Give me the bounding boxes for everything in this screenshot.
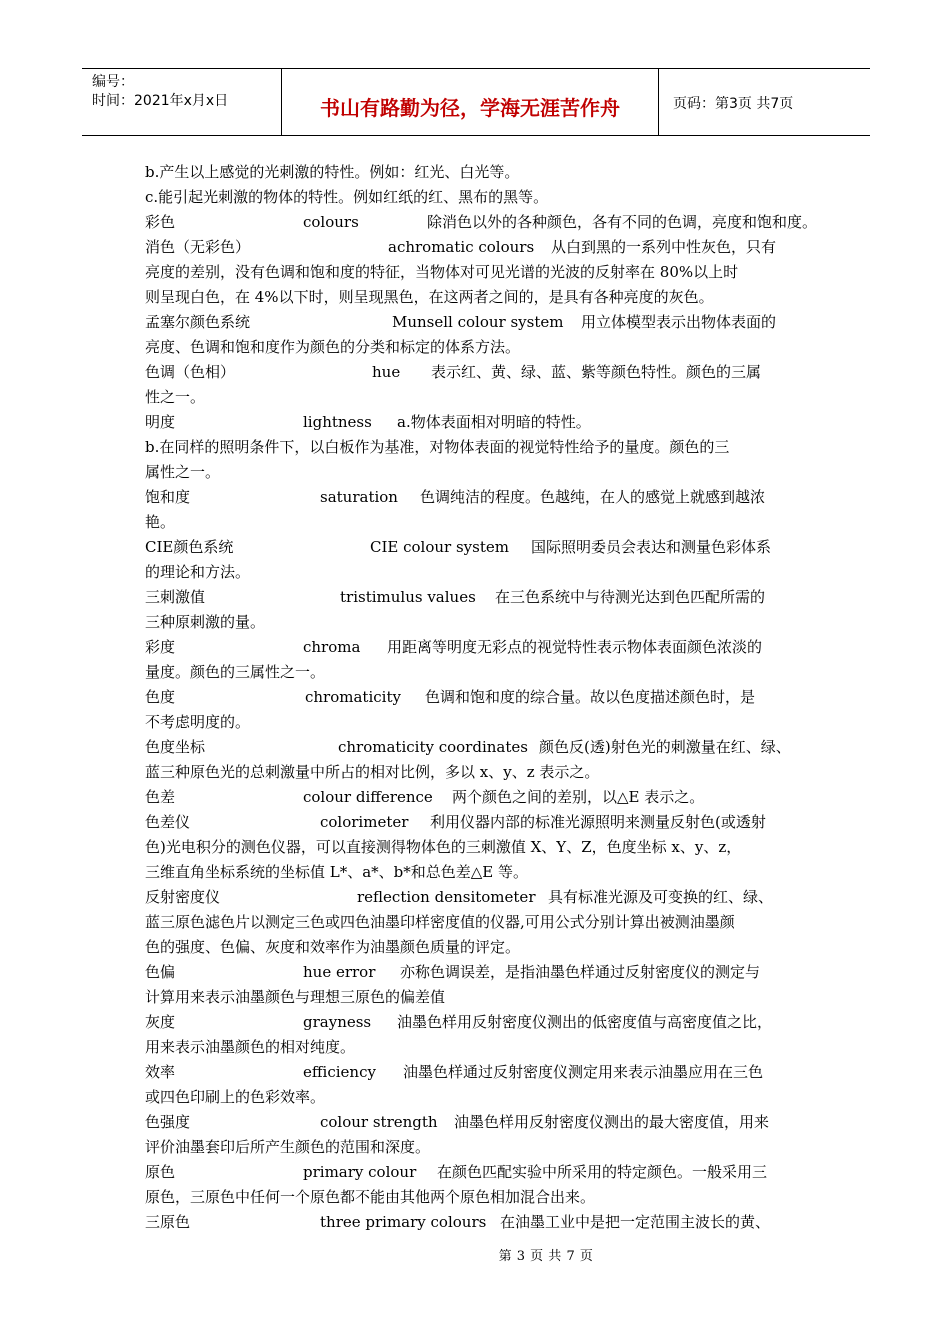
glossary-term: 三原色 [145,1213,191,1231]
glossary-definition-continuation: 或四色印刷上的色彩效率。 [145,1088,326,1106]
glossary-entry [145,410,813,485]
glossary-entry [145,1060,813,1110]
glossary-definition: 除消色以外的各种颜色，各有不同的色调，亮度和饱和度。 [427,213,818,231]
glossary-entry-first-line [145,885,813,910]
glossary-definition-continuation: 不考虑明度的。 [145,713,251,731]
glossary-definition: 色调纯洁的程度。色越纯，在人的感觉上就感到越浓 [420,488,766,506]
glossary-definition-continuation: 用来表示油墨颜色的相对纯度。 [145,1038,356,1056]
glossary-definition: 从白到黑的一系列中性灰色，只有 [551,238,777,256]
glossary-english-term: three primary colours [320,1213,487,1231]
intro-line: c.能引起光刺激的物体的特性。例如红纸的红、黑布的黑等。 [145,188,549,206]
page-footer: 第 3 页 共 7 页 [498,1249,594,1264]
glossary-entry-first-line [145,535,813,560]
glossary-term: 反射密度仪 [145,888,221,906]
glossary-entry [145,1010,813,1060]
glossary-entry-first-line [145,1110,813,1135]
glossary-term: 彩度 [145,638,176,656]
glossary-definition-continuation: 计算用来表示油墨颜色与理想三原色的偏差值 [145,988,446,1006]
glossary-term: 色强度 [145,1113,191,1131]
header-page-info: 页码：第3页 共7页 [673,96,794,112]
glossary-english-term: hue error [303,963,376,981]
glossary-definition-continuation: 评价油墨套印后所产生颜色的范围和深度。 [145,1138,431,1156]
glossary-entry [145,960,813,1010]
glossary-entry [145,885,813,960]
glossary-english-term: chroma [303,638,361,656]
document-body [145,160,818,1235]
header-page-cell [659,69,870,135]
header-motto: 书山有路勤为径，学海无涯苦作舟 [320,95,620,120]
glossary-term: 色度坐标 [145,738,206,756]
glossary-entry-first-line [145,360,813,385]
glossary-term: 色差仪 [145,813,191,831]
glossary-entry [145,360,813,410]
glossary-term: 原色 [145,1163,176,1181]
glossary-definition-continuation: 艳。 [145,513,176,531]
glossary-term: 色调（色相） [145,363,236,381]
glossary-term: 色度 [145,688,176,706]
glossary-english-term: saturation [320,488,398,506]
glossary-english-term: achromatic colours [388,238,535,256]
glossary-entry-first-line [145,310,813,335]
glossary-english-term: colour strength [320,1113,438,1131]
glossary-definition: 油墨色样通过反射密度仪测定用来表示油墨应用在三色 [403,1063,764,1081]
glossary-definition: 表示红、黄、绿、蓝、紫等颜色特性。颜色的三属 [431,363,762,381]
glossary-term: 孟塞尔颜色系统 [145,313,251,331]
glossary-entry-first-line [145,485,813,510]
glossary-definition: 在油墨工业中是把一定范围主波长的黄、 [500,1213,771,1231]
glossary-english-term: chromaticity [305,688,401,706]
glossary-entry-first-line [145,210,818,235]
glossary-definition-continuation: 则呈现白色，在 4%以下时，则呈现黑色，在这两者之间的，是具有各种亮度的灰色。 [145,288,714,306]
glossary-entry-first-line [145,235,813,260]
glossary-definition: 具有标准光源及可变换的红、绿、 [548,888,774,906]
glossary-definition: 国际照明委员会表达和测量色彩体系 [531,538,772,556]
glossary-definition: a.物体表面相对明暗的特性。 [397,413,591,431]
glossary-definition-continuation: 亮度的差别，没有色调和饱和度的特征，当物体对可见光谱的光波的反射率在 80%以上时 [145,263,739,281]
document-time-label: 时间：2021年x月x日 [92,93,229,109]
glossary-definition: 在颜色匹配实验中所采用的特定颜色。一般采用三 [437,1163,768,1181]
glossary-english-term: colorimeter [320,813,409,831]
glossary-definition-continuation: 蓝三种原色光的总刺激量中所占的相对比例，多以 x、y、z 表示之。 [145,763,600,781]
glossary-entry-first-line [145,410,813,435]
glossary-entry [145,1110,813,1160]
glossary-entry [145,210,818,235]
glossary-entry-first-line [145,960,813,985]
glossary-definition: 油墨色样用反射密度仪测出的低密度值与高密度值之比， [397,1013,773,1031]
glossary-english-term: Munsell colour system [392,313,564,331]
glossary-entry-first-line [145,585,813,610]
header-table [82,68,870,136]
glossary-english-term: reflection densitometer [357,888,536,906]
header-motto-cell [282,69,659,135]
glossary-entry-first-line [145,1160,813,1185]
glossary-term: 色差 [145,788,176,806]
glossary-entry [145,235,813,310]
glossary-definition-continuation: 色的强度、色偏、灰度和效率作为油墨颜色质量的评定。 [145,938,521,956]
glossary-definition: 亦称色调误差，是指油墨色样通过反射密度仪的测定与 [400,963,761,981]
glossary-definition-continuation: 色)光电积分的测色仪器，可以直接测得物体色的三刺激值 X、Y、Z，色度坐标 x、y、z， [145,838,742,856]
glossary-definition: 两个颜色之间的差别，以△E 表示之。 [452,788,705,806]
glossary-definition-continuation: 量度。颜色的三属性之一。 [145,663,326,681]
glossary-definition: 颜色反(透)射色光的刺激量在红、绿、 [539,738,791,756]
glossary-english-term: lightness [303,413,372,431]
glossary-definition-continuation: 性之一。 [145,388,206,406]
glossary-definition-continuation: 蓝三原色滤色片以测定三色或四色油墨印样密度值的仪器,可用公式分别计算出被测油墨颜 [145,913,735,931]
glossary-entry [145,810,813,885]
glossary-term: 灰度 [145,1013,176,1031]
glossary-english-term: colour difference [303,788,433,806]
glossary-english-term: efficiency [303,1063,376,1081]
glossary-entry [145,635,813,685]
glossary-entry-first-line [145,1060,813,1085]
glossary-entry [145,1160,813,1210]
glossary-entry [145,535,813,585]
glossary-entry [145,1210,813,1235]
glossary-english-term: tristimulus values [340,588,476,606]
glossary-definition: 色调和饱和度的综合量。故以色度描述颜色时，是 [425,688,756,706]
glossary-definition-continuation: 原色，三原色中任何一个原色都不能由其他两个原色相加混合出来。 [145,1188,596,1206]
glossary-term: 色偏 [145,963,176,981]
glossary-definition-continuation: 属性之一。 [145,463,221,481]
glossary-definition-continuation: 三种原刺激的量。 [145,613,266,631]
glossary-entry-first-line [145,1010,813,1035]
glossary-definition: 用距离等明度无彩点的视觉特性表示物体表面颜色浓淡的 [387,638,763,656]
glossary-definition: 用立体模型表示出物体表面的 [581,313,777,331]
glossary-term: 效率 [145,1063,176,1081]
glossary-english-term: CIE colour system [370,538,509,556]
glossary-term: CIE颜色系统 [145,538,234,556]
glossary-english-term: primary colour [303,1163,417,1181]
glossary-term: 彩色 [145,213,176,231]
glossary-entry-first-line [145,785,813,810]
glossary-entry [145,485,813,535]
glossary-entry [145,585,813,635]
glossary-entry [145,685,813,735]
glossary-entry-first-line [145,735,813,760]
glossary-definition: 油墨色样用反射密度仪测出的最大密度值，用来 [454,1113,770,1131]
glossary-term: 消色（无彩色） [145,238,251,256]
document-number-label: 编号： [92,74,134,90]
glossary-term: 三刺激值 [145,588,206,606]
header-meta-cell [82,69,282,135]
glossary-english-term: grayness [303,1013,372,1031]
glossary-entry [145,735,813,785]
glossary-entry-first-line [145,810,813,835]
glossary-definition-continuation: 三维直角坐标系统的坐标值 L*、a*、b*和总色差△E 等。 [145,863,529,881]
glossary-english-term: colours [303,213,359,231]
glossary-term: 明度 [145,413,176,431]
glossary-definition: 利用仪器内部的标准光源照明来测量反射色(或透射 [430,813,766,831]
glossary-entry [145,785,813,810]
glossary-entry-first-line [145,685,813,710]
glossary-english-term: hue [372,363,401,381]
glossary-definition-continuation: 的理论和方法。 [145,563,251,581]
glossary-english-term: chromaticity coordinates [338,738,528,756]
intro-line: b.产生以上感觉的光刺激的特性。例如：红光、白光等。 [145,163,520,181]
glossary-definition: 在三色系统中与待测光达到色匹配所需的 [495,588,766,606]
glossary-term: 饱和度 [145,488,191,506]
glossary-definition-continuation: b.在同样的照明条件下，以白板作为基准，对物体表面的视觉特性给予的量度。颜色的三 [145,438,730,456]
glossary-entry-first-line [145,1210,813,1235]
glossary-definition-continuation: 亮度、色调和饱和度作为颜色的分类和标定的体系方法。 [145,338,521,356]
glossary-entry [145,310,813,360]
glossary-entry-first-line [145,635,813,660]
